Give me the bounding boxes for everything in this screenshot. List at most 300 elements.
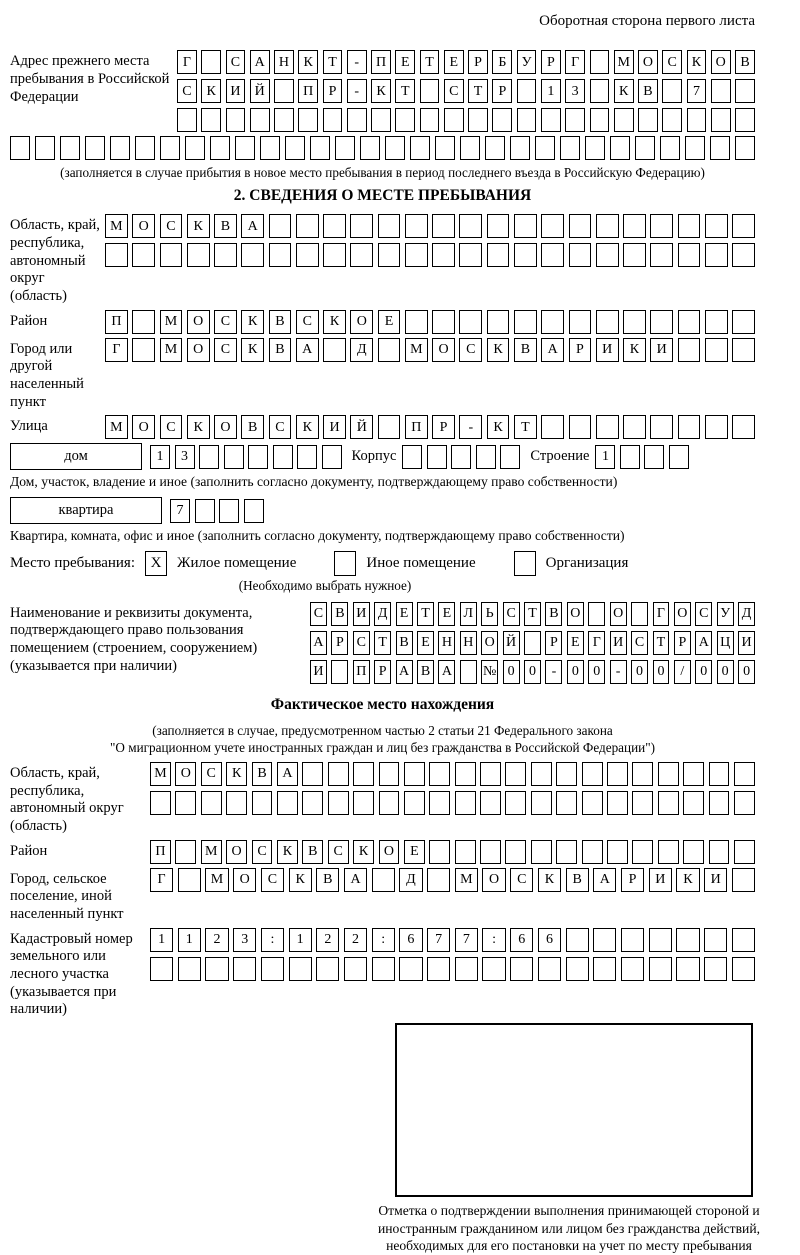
char-box[interactable]: О — [233, 868, 256, 892]
char-box[interactable]: А — [344, 868, 367, 892]
char-box[interactable] — [187, 243, 210, 267]
char-box[interactable]: И — [310, 660, 327, 684]
char-box[interactable] — [429, 791, 450, 815]
char-box[interactable]: 0 — [631, 660, 648, 684]
char-box[interactable]: - — [347, 50, 367, 74]
char-box[interactable] — [60, 136, 80, 160]
char-box[interactable]: 6 — [510, 928, 533, 952]
char-box[interactable] — [132, 310, 155, 334]
char-box[interactable]: М — [455, 868, 478, 892]
char-box[interactable]: К — [687, 50, 707, 74]
char-box[interactable]: Г — [653, 602, 670, 626]
char-box[interactable]: Д — [374, 602, 391, 626]
char-box[interactable] — [569, 214, 592, 238]
char-box[interactable] — [556, 791, 577, 815]
char-box[interactable]: 0 — [717, 660, 734, 684]
char-box[interactable] — [531, 840, 552, 864]
char-box[interactable]: О — [379, 840, 400, 864]
char-box[interactable] — [607, 762, 628, 786]
char-box[interactable] — [565, 108, 585, 132]
char-box[interactable] — [510, 957, 533, 981]
char-box[interactable] — [662, 108, 682, 132]
char-box[interactable]: И — [738, 631, 755, 655]
char-box[interactable] — [297, 445, 317, 469]
char-box[interactable] — [323, 214, 346, 238]
char-box[interactable]: Е — [444, 50, 464, 74]
char-box[interactable] — [585, 136, 605, 160]
char-box[interactable] — [658, 791, 679, 815]
char-box[interactable] — [631, 602, 648, 626]
char-box[interactable] — [323, 108, 343, 132]
char-box[interactable]: В — [269, 310, 292, 334]
char-box[interactable]: С — [214, 338, 237, 362]
char-box[interactable]: Б — [492, 50, 512, 74]
char-box[interactable]: С — [310, 602, 327, 626]
char-box[interactable]: В — [545, 602, 562, 626]
char-box[interactable]: Д — [350, 338, 373, 362]
char-box[interactable] — [735, 108, 755, 132]
char-box[interactable] — [678, 310, 701, 334]
char-box[interactable] — [310, 136, 330, 160]
char-box[interactable] — [732, 243, 755, 267]
char-box[interactable]: 3 — [175, 445, 195, 469]
char-box[interactable] — [582, 840, 603, 864]
char-box[interactable] — [500, 445, 520, 469]
char-box[interactable] — [621, 928, 644, 952]
char-box[interactable] — [662, 79, 682, 103]
checkbox-inoe[interactable] — [334, 551, 356, 576]
char-box[interactable] — [178, 868, 201, 892]
char-box[interactable] — [274, 108, 294, 132]
char-box[interactable] — [273, 445, 293, 469]
char-box[interactable] — [298, 108, 318, 132]
char-box[interactable] — [150, 791, 171, 815]
char-box[interactable] — [623, 310, 646, 334]
char-box[interactable] — [480, 840, 501, 864]
char-box[interactable] — [623, 243, 646, 267]
char-box[interactable]: С — [444, 79, 464, 103]
char-box[interactable]: Д — [738, 602, 755, 626]
char-box[interactable]: - — [347, 79, 367, 103]
char-box[interactable]: Е — [404, 840, 425, 864]
char-box[interactable]: К — [201, 79, 221, 103]
char-box[interactable]: С — [353, 631, 370, 655]
char-box[interactable] — [531, 762, 552, 786]
char-box[interactable]: К — [187, 415, 210, 439]
char-box[interactable] — [711, 79, 731, 103]
char-box[interactable] — [402, 445, 422, 469]
char-box[interactable]: У — [717, 602, 734, 626]
char-box[interactable] — [372, 868, 395, 892]
char-box[interactable] — [685, 136, 705, 160]
char-box[interactable] — [323, 338, 346, 362]
char-box[interactable] — [302, 791, 323, 815]
char-box[interactable] — [531, 791, 552, 815]
char-box[interactable] — [395, 108, 415, 132]
char-box[interactable]: О — [214, 415, 237, 439]
char-box[interactable] — [644, 445, 664, 469]
char-box[interactable]: К — [241, 338, 264, 362]
char-box[interactable] — [632, 840, 653, 864]
char-box[interactable] — [435, 136, 455, 160]
char-box[interactable]: М — [201, 840, 222, 864]
char-box[interactable] — [429, 762, 450, 786]
char-box[interactable]: 3 — [233, 928, 256, 952]
char-box[interactable] — [480, 762, 501, 786]
char-box[interactable] — [331, 660, 348, 684]
char-box[interactable] — [378, 338, 401, 362]
char-box[interactable]: В — [214, 214, 237, 238]
char-box[interactable]: К — [353, 840, 374, 864]
char-box[interactable]: В — [331, 602, 348, 626]
char-box[interactable] — [732, 214, 755, 238]
char-box[interactable] — [514, 310, 537, 334]
char-box[interactable] — [590, 79, 610, 103]
char-box[interactable] — [455, 840, 476, 864]
char-box[interactable] — [588, 602, 605, 626]
char-box[interactable] — [378, 243, 401, 267]
char-box[interactable]: П — [353, 660, 370, 684]
char-box[interactable] — [455, 791, 476, 815]
char-box[interactable] — [482, 957, 505, 981]
char-box[interactable]: Л — [460, 602, 477, 626]
char-box[interactable] — [614, 108, 634, 132]
char-box[interactable] — [705, 415, 728, 439]
char-box[interactable] — [590, 108, 610, 132]
char-box[interactable] — [459, 243, 482, 267]
char-box[interactable] — [269, 243, 292, 267]
char-box[interactable] — [710, 136, 730, 160]
char-box[interactable] — [219, 499, 239, 523]
char-box[interactable] — [427, 868, 450, 892]
checkbox-organizatsiya[interactable] — [514, 551, 536, 576]
char-box[interactable]: И — [353, 602, 370, 626]
char-box[interactable] — [274, 79, 294, 103]
char-box[interactable]: М — [105, 415, 128, 439]
char-box[interactable] — [569, 310, 592, 334]
char-box[interactable] — [360, 136, 380, 160]
char-box[interactable]: С — [328, 840, 349, 864]
char-box[interactable]: К — [623, 338, 646, 362]
char-box[interactable] — [514, 214, 537, 238]
char-box[interactable]: С — [510, 868, 533, 892]
char-box[interactable] — [711, 108, 731, 132]
char-box[interactable] — [199, 445, 219, 469]
char-box[interactable] — [385, 136, 405, 160]
char-box[interactable] — [660, 136, 680, 160]
char-box[interactable]: К — [538, 868, 561, 892]
char-box[interactable]: Г — [105, 338, 128, 362]
char-box[interactable] — [505, 791, 526, 815]
char-box[interactable] — [590, 50, 610, 74]
char-box[interactable]: С — [695, 602, 712, 626]
char-box[interactable] — [541, 243, 564, 267]
char-box[interactable]: К — [614, 79, 634, 103]
char-box[interactable] — [607, 791, 628, 815]
char-box[interactable]: 1 — [595, 445, 615, 469]
char-box[interactable] — [560, 136, 580, 160]
char-box[interactable]: Р — [323, 79, 343, 103]
char-box[interactable] — [649, 928, 672, 952]
char-box[interactable] — [541, 415, 564, 439]
char-box[interactable] — [505, 762, 526, 786]
char-box[interactable] — [260, 136, 280, 160]
char-box[interactable]: Г — [177, 50, 197, 74]
char-box[interactable] — [705, 243, 728, 267]
char-box[interactable] — [201, 791, 222, 815]
char-box[interactable]: О — [567, 602, 584, 626]
char-box[interactable]: С — [214, 310, 237, 334]
char-box[interactable] — [432, 310, 455, 334]
char-box[interactable] — [296, 243, 319, 267]
char-box[interactable] — [704, 957, 727, 981]
char-box[interactable] — [432, 214, 455, 238]
char-box[interactable] — [607, 840, 628, 864]
char-box[interactable]: 1 — [289, 928, 312, 952]
char-box[interactable] — [378, 415, 401, 439]
char-box[interactable] — [705, 338, 728, 362]
char-box[interactable]: Р — [545, 631, 562, 655]
char-box[interactable]: О — [711, 50, 731, 74]
char-box[interactable]: К — [296, 415, 319, 439]
char-box[interactable]: - — [610, 660, 627, 684]
char-box[interactable]: С — [226, 50, 246, 74]
char-box[interactable] — [429, 840, 450, 864]
char-box[interactable]: К — [298, 50, 318, 74]
char-box[interactable]: К — [323, 310, 346, 334]
char-box[interactable] — [732, 928, 755, 952]
char-box[interactable] — [296, 214, 319, 238]
char-box[interactable] — [201, 108, 221, 132]
char-box[interactable]: П — [298, 79, 318, 103]
char-box[interactable]: П — [150, 840, 171, 864]
char-box[interactable]: М — [160, 338, 183, 362]
char-box[interactable]: М — [160, 310, 183, 334]
char-box[interactable] — [235, 136, 255, 160]
char-box[interactable] — [683, 762, 704, 786]
char-box[interactable] — [10, 136, 30, 160]
char-box[interactable]: Е — [438, 602, 455, 626]
char-box[interactable] — [404, 762, 425, 786]
char-box[interactable] — [460, 660, 477, 684]
char-box[interactable]: В — [316, 868, 339, 892]
char-box[interactable] — [535, 136, 555, 160]
char-box[interactable] — [248, 445, 268, 469]
char-box[interactable] — [241, 243, 264, 267]
char-box[interactable]: В — [241, 415, 264, 439]
char-box[interactable] — [650, 214, 673, 238]
char-box[interactable] — [676, 928, 699, 952]
char-box[interactable]: М — [405, 338, 428, 362]
char-box[interactable]: М — [614, 50, 634, 74]
char-box[interactable] — [487, 214, 510, 238]
char-box[interactable]: 7 — [455, 928, 478, 952]
char-box[interactable] — [541, 310, 564, 334]
char-box[interactable]: Н — [460, 631, 477, 655]
char-box[interactable]: К — [289, 868, 312, 892]
char-box[interactable]: О — [226, 840, 247, 864]
char-box[interactable]: Р — [374, 660, 391, 684]
char-box[interactable] — [405, 310, 428, 334]
char-box[interactable]: 2 — [205, 928, 228, 952]
char-box[interactable] — [709, 791, 730, 815]
char-box[interactable]: К — [676, 868, 699, 892]
char-box[interactable]: 1 — [150, 445, 170, 469]
char-box[interactable]: А — [593, 868, 616, 892]
char-box[interactable] — [704, 928, 727, 952]
char-box[interactable]: В — [514, 338, 537, 362]
char-box[interactable] — [569, 415, 592, 439]
char-box[interactable]: Ц — [717, 631, 734, 655]
char-box[interactable] — [269, 214, 292, 238]
char-box[interactable]: И — [649, 868, 672, 892]
char-box[interactable]: А — [438, 660, 455, 684]
char-box[interactable]: К — [226, 762, 247, 786]
char-box[interactable] — [732, 310, 755, 334]
char-box[interactable]: Т — [417, 602, 434, 626]
char-box[interactable]: И — [596, 338, 619, 362]
char-box[interactable]: - — [545, 660, 562, 684]
char-box[interactable] — [444, 108, 464, 132]
char-box[interactable] — [505, 840, 526, 864]
char-box[interactable]: А — [310, 631, 327, 655]
char-box[interactable]: 6 — [399, 928, 422, 952]
char-box[interactable]: 7 — [687, 79, 707, 103]
char-box[interactable]: Р — [468, 50, 488, 74]
char-box[interactable]: И — [610, 631, 627, 655]
char-box[interactable] — [353, 762, 374, 786]
char-box[interactable] — [683, 840, 704, 864]
char-box[interactable]: Р — [331, 631, 348, 655]
char-box[interactable] — [732, 957, 755, 981]
char-box[interactable] — [487, 243, 510, 267]
char-box[interactable]: - — [459, 415, 482, 439]
char-box[interactable] — [709, 762, 730, 786]
char-box[interactable] — [735, 79, 755, 103]
char-box[interactable] — [709, 840, 730, 864]
char-box[interactable]: 0 — [524, 660, 541, 684]
char-box[interactable]: И — [704, 868, 727, 892]
char-box[interactable] — [160, 243, 183, 267]
char-box[interactable] — [455, 762, 476, 786]
char-box[interactable] — [404, 791, 425, 815]
char-box[interactable] — [593, 928, 616, 952]
char-box[interactable] — [485, 136, 505, 160]
char-box[interactable]: Т — [653, 631, 670, 655]
char-box[interactable]: С — [296, 310, 319, 334]
char-box[interactable]: П — [405, 415, 428, 439]
char-box[interactable] — [734, 762, 755, 786]
char-box[interactable]: Й — [350, 415, 373, 439]
char-box[interactable]: В — [396, 631, 413, 655]
char-box[interactable] — [432, 243, 455, 267]
char-box[interactable]: 1 — [541, 79, 561, 103]
char-box[interactable] — [538, 957, 561, 981]
char-box[interactable] — [427, 445, 447, 469]
char-box[interactable] — [732, 338, 755, 362]
char-box[interactable]: М — [205, 868, 228, 892]
char-box[interactable] — [328, 791, 349, 815]
char-box[interactable]: С — [459, 338, 482, 362]
char-box[interactable]: А — [695, 631, 712, 655]
char-box[interactable]: Е — [567, 631, 584, 655]
char-box[interactable]: О — [132, 214, 155, 238]
char-box[interactable] — [638, 108, 658, 132]
char-box[interactable]: К — [277, 840, 298, 864]
checkbox-zhiloe[interactable]: X — [145, 551, 167, 576]
char-box[interactable] — [289, 957, 312, 981]
char-box[interactable]: О — [610, 602, 627, 626]
char-box[interactable]: С — [160, 214, 183, 238]
char-box[interactable] — [379, 791, 400, 815]
char-box[interactable] — [177, 108, 197, 132]
char-box[interactable]: Е — [417, 631, 434, 655]
char-box[interactable] — [210, 136, 230, 160]
char-box[interactable]: В — [566, 868, 589, 892]
char-box[interactable]: В — [735, 50, 755, 74]
char-box[interactable]: Г — [588, 631, 605, 655]
char-box[interactable]: А — [541, 338, 564, 362]
char-box[interactable]: Т — [524, 602, 541, 626]
char-box[interactable] — [596, 214, 619, 238]
char-box[interactable] — [621, 957, 644, 981]
char-box[interactable]: Е — [396, 602, 413, 626]
char-box[interactable] — [582, 791, 603, 815]
char-box[interactable] — [132, 338, 155, 362]
char-box[interactable] — [160, 136, 180, 160]
char-box[interactable] — [623, 415, 646, 439]
char-box[interactable] — [687, 108, 707, 132]
char-box[interactable] — [399, 957, 422, 981]
char-box[interactable] — [635, 136, 655, 160]
char-box[interactable]: : — [482, 928, 505, 952]
char-box[interactable]: С — [252, 840, 273, 864]
char-box[interactable] — [476, 445, 496, 469]
char-box[interactable]: К — [241, 310, 264, 334]
char-box[interactable]: К — [487, 338, 510, 362]
char-box[interactable]: 2 — [316, 928, 339, 952]
char-box[interactable] — [650, 243, 673, 267]
char-box[interactable]: О — [132, 415, 155, 439]
char-box[interactable] — [285, 136, 305, 160]
char-box[interactable] — [541, 214, 564, 238]
char-box[interactable] — [405, 214, 428, 238]
char-box[interactable]: Г — [565, 50, 585, 74]
char-box[interactable] — [569, 243, 592, 267]
char-box[interactable]: Т — [395, 79, 415, 103]
char-box[interactable] — [250, 108, 270, 132]
char-box[interactable]: Т — [514, 415, 537, 439]
char-box[interactable] — [277, 791, 298, 815]
char-box[interactable] — [328, 762, 349, 786]
char-box[interactable] — [566, 928, 589, 952]
char-box[interactable] — [492, 108, 512, 132]
char-box[interactable]: А — [250, 50, 270, 74]
char-box[interactable] — [175, 791, 196, 815]
char-box[interactable] — [596, 415, 619, 439]
char-box[interactable] — [514, 243, 537, 267]
char-box[interactable] — [459, 310, 482, 334]
char-box[interactable]: С — [201, 762, 222, 786]
char-box[interactable] — [322, 445, 342, 469]
char-box[interactable]: В — [417, 660, 434, 684]
char-box[interactable] — [468, 108, 488, 132]
char-box[interactable]: 7 — [427, 928, 450, 952]
char-box[interactable] — [302, 762, 323, 786]
char-box[interactable] — [195, 499, 215, 523]
char-box[interactable]: Т — [323, 50, 343, 74]
char-box[interactable]: С — [261, 868, 284, 892]
